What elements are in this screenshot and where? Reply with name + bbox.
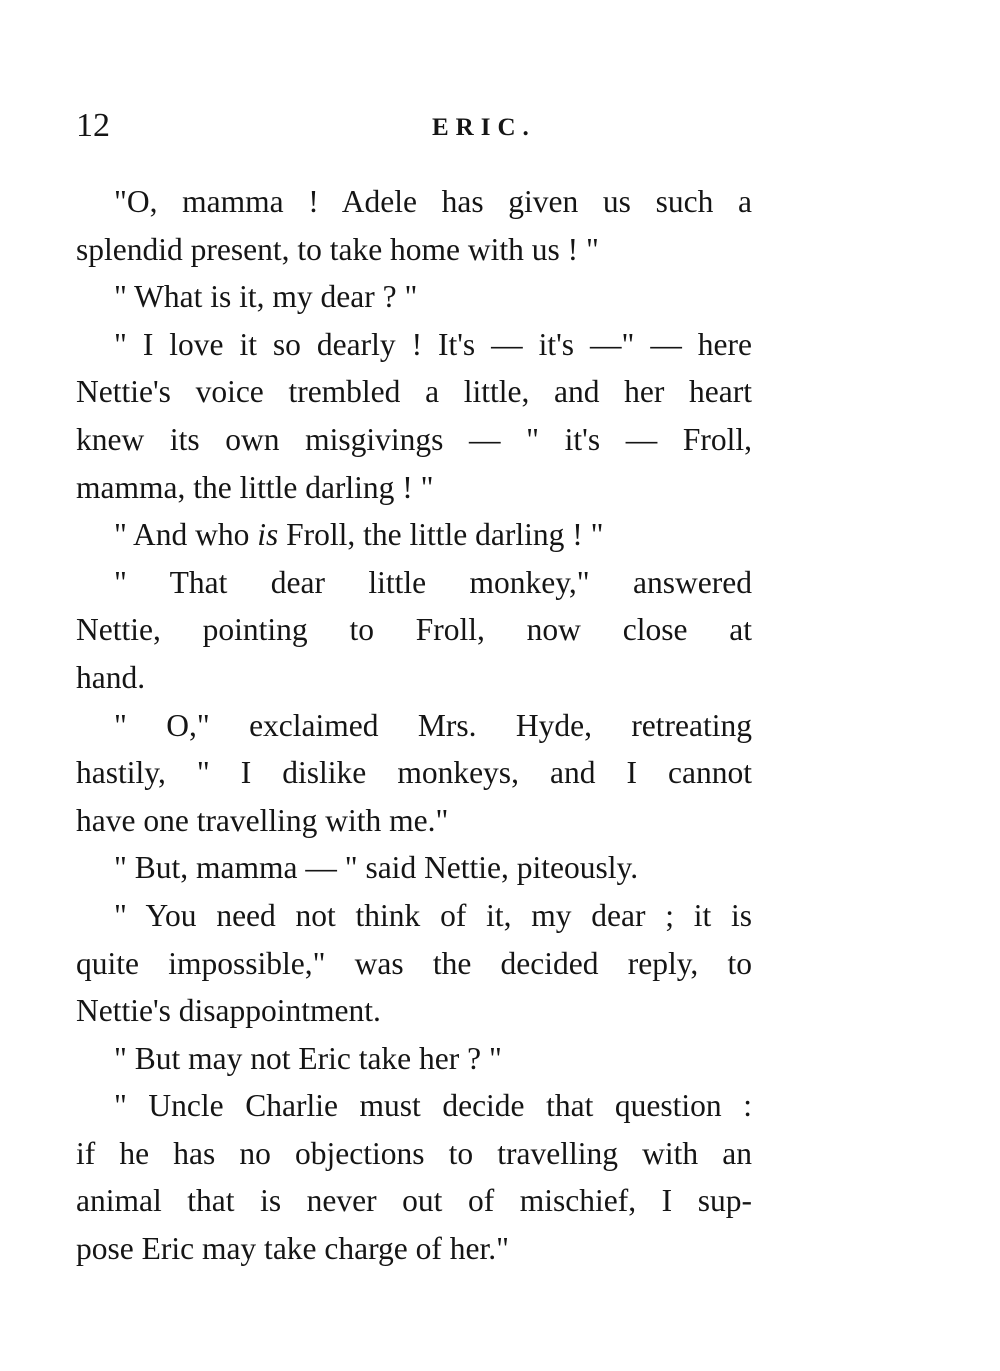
emphasized-word: is [257, 517, 279, 553]
text-line: " I love it so dearly ! It's — it's —" — here [114, 326, 752, 362]
text-line [76, 511, 752, 559]
page-number: 12 [76, 107, 110, 144]
paragraph [76, 844, 752, 892]
text-line: if he has no objections to travelling with an [76, 1135, 752, 1171]
text-line: " But may not Eric take her ? " [114, 1040, 502, 1076]
paragraph [76, 273, 752, 321]
paragraph [76, 1035, 752, 1083]
paragraph [76, 1082, 752, 1272]
text-line: mamma, the little darling ! " [76, 469, 434, 505]
text-line: " O," exclaimed Mrs. Hyde, retreating [114, 707, 752, 743]
paragraph [76, 321, 752, 511]
text-line: have one travelling with me." [76, 802, 449, 838]
paragraph [76, 892, 752, 1035]
text-line: animal that is never out of mischief, I sup- [76, 1183, 752, 1219]
text-segment: " And who [114, 517, 258, 553]
text-line: " Uncle Charlie must decide that question : [114, 1088, 752, 1124]
body-text [76, 178, 752, 1273]
text-line: " But, mamma — " said Nettie, piteously. [114, 850, 639, 886]
text-line: "O, mamma ! Adele has given us such a [114, 184, 752, 219]
paragraph [76, 702, 752, 845]
page-header [76, 104, 756, 148]
text-line: " What is it, my dear ? " [114, 279, 418, 315]
text-line: splendid present, to take home with us ! " [76, 231, 599, 267]
running-title: ERIC. [432, 114, 536, 141]
text-line: Nettie, pointing to Froll, now close at [76, 612, 752, 648]
text-line: Nettie's voice trembled a little, and her heart [76, 374, 752, 410]
text-line: hand. [76, 659, 146, 695]
paragraph [76, 511, 752, 559]
paragraph [76, 559, 752, 702]
text-line: " That dear little monkey," answered [114, 564, 752, 600]
text-line: hastily, " I dislike monkeys, and I cannot [76, 755, 752, 791]
text-line: knew its own misgivings — " it's — Froll, [76, 421, 752, 457]
text-segment: Froll, the little darling ! " [278, 517, 604, 553]
paragraph [76, 178, 752, 273]
text-line: Nettie's disappointment. [76, 993, 381, 1029]
text-line: " You need not think of it, my dear ; it is [114, 897, 752, 933]
text-line: quite impossible," was the decided reply, to [76, 945, 752, 981]
text-line: pose Eric may take charge of her." [76, 1231, 509, 1267]
